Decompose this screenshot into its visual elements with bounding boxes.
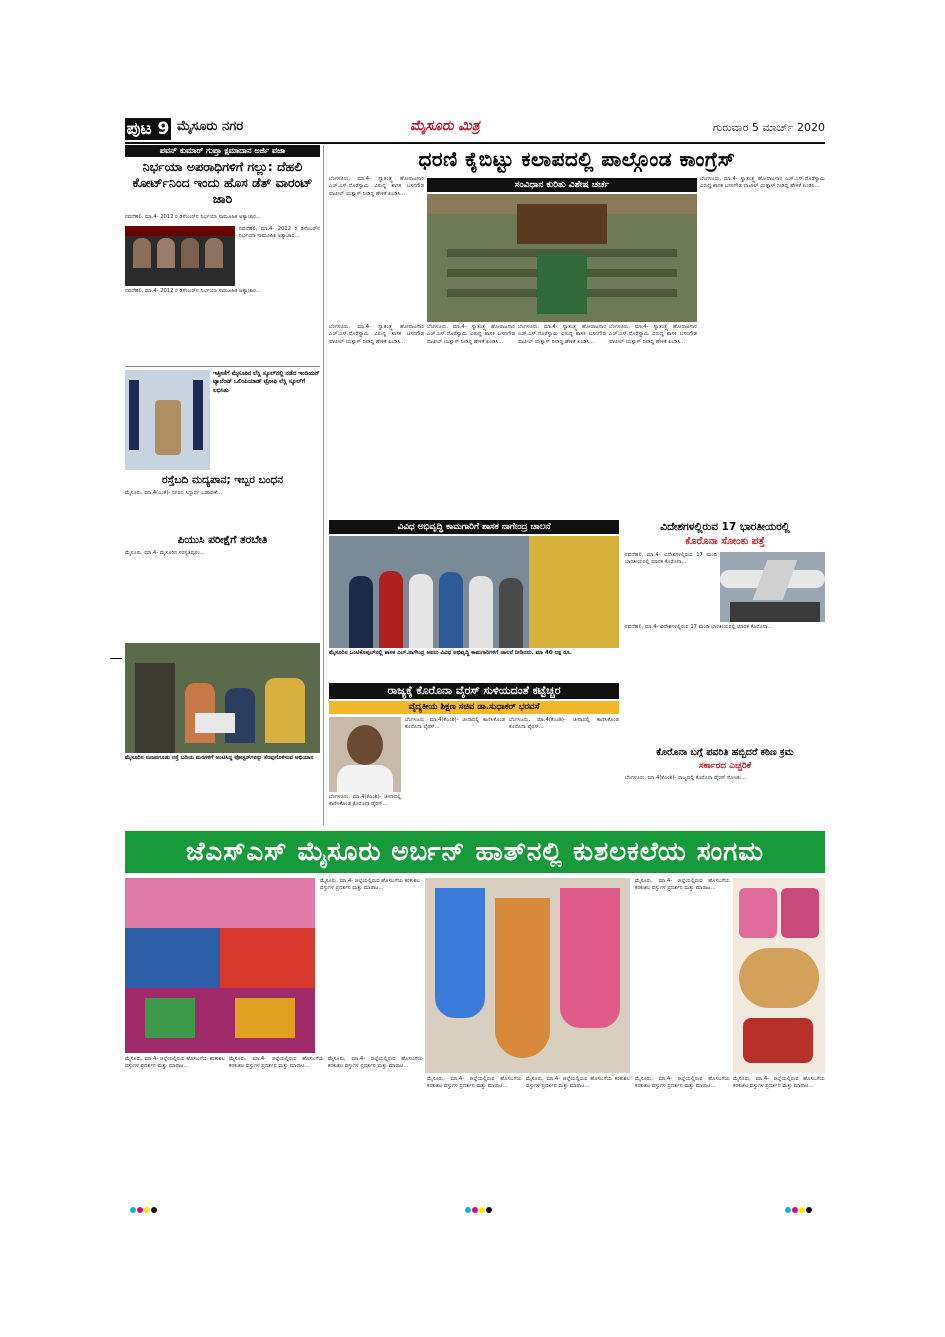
lead-kicker: ಸಂವಿಧಾನ ಕುರಿತು ವಿಶೇಷ ಚರ್ಚೆ: [427, 178, 697, 192]
indians-body-2: ನವದೆಹಲಿ, ಮಾ.4- ವಿದೇಶಗಳಲ್ಲಿರುವ 17 ಮಂದಿ ಭಾರತೀಯರಲ್ಲಿ ಮಾರಕ ಕೊರೊನಾ...: [625, 624, 773, 630]
assembly-photo: [427, 194, 697, 322]
nirbhaya-body-2: ನವದೆಹಲಿ, ಮಾ.4- 2012 ರ ಡಿಸೆಂಬರ್‌ನ ನಿರ್ಭಯಾ ಸಾಮೂಹಿಕ ಅತ್ಯಾಚಾರ...: [125, 288, 261, 294]
lead-body-1: ಬೆಂಗಳೂರು, ಮಾ.4- ಸ್ವಾತಂತ್ರ್ಯ ಹೋರಾಟಗಾರ ಎಚ್.ಎಸ್.ದೊರೆಸ್ವಾಮಿ ವಿರುದ್ಧ ಶಾಸಕ ಬಸನಗೌಡ ಪಾಟೀಲ್ ಯತ್ನಾಳ್ ನೀಡಿದ್ದ ಹೇಳಿಕೆ ಖಂಡಿಸಿ...: [329, 176, 424, 197]
works-photo: [329, 536, 619, 648]
lead-body-6: ಬೆಂಗಳೂರು, ಮಾ.4- ಸ್ವಾತಂತ್ರ್ಯ ಹೋರಾಟಗಾರ ಎಚ್.ಎಸ್.ದೊರೆಸ್ವಾಮಿ ವಿರುದ್ಧ ಶಾಸಕ ಬಸನಗೌಡ ಪಾಟೀಲ್ ಯತ್ನಾಳ್ ನೀಡಿದ್ದ ಹೇಳಿಕೆ ಖಂಡಿಸಿ...: [609, 324, 697, 345]
festival-subhead: ಸರ್ಕಾರದ ಎಚ್ಚರಿಕೆ: [698, 761, 752, 771]
award-caption: ಇತ್ತೀಚೆಗೆ ಮೈಸೂರಿನ ಲೆಸ್ಲಿ ಸ್ಕೂಲ್‌ನಲ್ಲಿ ನಡೆದ ಇಂಡಿಯನ್ ಟ್ಯಾಲೆಂಟ್ ಒಲಿಂಪಿಯಾಡ್ ಟ್ರೋಫಿ ಲೆಸ್ಲಿ ಸ್ಕೂಲ್‌ಗೆ ಲಭಿಸಿತು: [213, 371, 320, 394]
nirbhaya-dateline: ನವದೆಹಲಿ, ಮಾ.4- 2012 ರ ಡಿಸೆಂಬರ್‌ನ ನಿರ್ಭಯಾ ಸಾಮೂಹಿಕ ಅತ್ಯಾಚಾರ...: [125, 214, 261, 220]
masthead: ಮೈಸೂರು ಮಿತ್ರ: [410, 118, 480, 134]
crafts-body-4: ಮೈಸೂರು, ಮಾ.4- ಜಿಲ್ಲೆಯಲ್ಲಿರುವ ಹೊಸಬಗೆಯ ಕರಕುಶಲ ವಸ್ತುಗಳ ಪ್ರದರ್ಶನ ಮತ್ತು ಮಾರಾಟ...: [229, 1056, 324, 1070]
crafts-body-3: ಮೈಸೂರು, ಮಾ.4- ಜಿಲ್ಲೆಯಲ್ಲಿರುವ ಹೊಸಬಗೆಯ ಕರಕುಶಲ ವಸ್ತುಗಳ ಪ್ರದರ್ಶನ ಮತ್ತು ಮಾರಾಟ...: [125, 1056, 225, 1070]
poster-removal-caption: ಮೈಸೂರಿನ ನಂಜನಗೂಡು ರಸ್ತೆ ಬದಿಯ ಮರಗಳಿಗೆ ಅಂಟಿಸಿದ್ದ ಪೋಸ್ಟರ್‌ಗಳನ್ನು ತೆರವುಗೊಳಿಸುವ ಅಭಿಯಾನ: [125, 755, 314, 761]
works-caption: ಮೈಸೂರಿನ ಒಂಟಿಕೊಪ್ಪಲ್‌ನಲ್ಲಿ ಶಾಸಕ ಎಲ್.ನಾಗೇಂದ್ರ ಅವರು ವಿವಿಧ ಅಭಿವೃದ್ಧಿ ಕಾಮಗಾರಿಗಳಿಗೆ ಚಾಲನೆ ನೀಡಿದರು. ಮಾ 40 ಲಕ್ಷ ರೂ.: [329, 650, 572, 656]
indians-headline: ವಿದೇಶಗಳಲ್ಲಿರುವ 17 ಭಾರತೀಯರಲ್ಲಿ: [660, 521, 790, 533]
section-title: ಮೈಸೂರು ನಗರ: [177, 119, 244, 134]
page-number: ಪುಟ 9: [126, 119, 170, 139]
arrest-body: ಮೈಸೂರು, ಮಾ.4(ಎಂಕೆ)- ನಗರದ ಸಿದ್ದಾರ್ಥ ಬಡಾವಣೆ...: [125, 490, 223, 496]
lead-headline: ಧರಣಿ ಕೈಬಿಟ್ಟು ಕಲಾಪದಲ್ಲಿ ಪಾಲ್ಗೊಂಡ ಕಾಂಗ್ರೆಸ್: [418, 147, 736, 171]
minister-photo: [329, 717, 401, 792]
baskets-photo: [733, 878, 825, 1073]
arrest-headline: ರಸ್ತೆಬದಿ ಮದ್ಯಪಾನ; ಇಬ್ಬರ ಬಂಧನ: [161, 474, 284, 486]
award-photo: [125, 370, 210, 470]
airplane-photo: [720, 552, 825, 622]
crafts-body-7: ಮೈಸೂರು, ಮಾ.4- ಜಿಲ್ಲೆಯಲ್ಲಿರುವ ಹೊಸಬಗೆಯ ಕರಕುಶಲ ವಸ್ತುಗಳ ಪ್ರದರ್ಶನ ಮತ್ತು ಮಾರಾಟ...: [526, 1076, 630, 1090]
newspaper-page: [125, 118, 825, 1208]
works-headline: ವಿವಿಧ ಅಭಿವೃದ್ಧಿ ಕಾಮಗಾರಿಗೆ ಶಾಸಕ ನಾಗೇಂದ್ರ ಚಾಲನೆ: [329, 520, 619, 534]
training-body: ಮೈಸೂರು, ಮಾ.4- ಮೈಸೂರಿನ ಸರಸ್ವತಿಪುರಂ...: [125, 550, 205, 556]
issue-date: ಗುರುವಾರ 5 ಮಾರ್ಚ್ 2020: [712, 121, 825, 134]
crafts-body-6: ಮೈಸೂರು, ಮಾ.4- ಜಿಲ್ಲೆಯಲ್ಲಿರುವ ಹೊಸಬಗೆಯ ಕರಕುಶಲ ವಸ್ತುಗಳ ಪ್ರದರ್ಶನ ಮತ್ತು ಮಾರಾಟ...: [427, 1076, 522, 1090]
nirbhaya-body-1: ನವದೆಹಲಿ, ಮಾ.4- 2012 ರ ಡಿಸೆಂಬರ್‌ನ ನಿರ್ಭಯಾ ಸಾಮೂಹಿಕ ಅತ್ಯಾಚಾರ...: [239, 226, 320, 240]
minister-headline: ರಾಜ್ಯಕ್ಕೆ ಕೊರೊನಾ ವೈರಸ್ ಸುಳಿಯದಂತೆ ಕಟ್ಟೆಚ್ಚರ: [329, 683, 619, 699]
minister-body-3: ಬೆಂಗಳೂರು, ಮಾ.4(ಕೆಎಂಶಿ)- ಚೀನಾದಲ್ಲಿ ಕಾಣಿಸಿಕೊಂಡ ಕೊರೊನಾ ವೈರಸ್...: [329, 794, 401, 808]
crafts-body-8: ಮೈಸೂರು, ಮಾ.4- ಜಿಲ್ಲೆಯಲ್ಲಿರುವ ಹೊಸಬಗೆಯ ಕರಕುಶಲ ವಸ್ತುಗಳ ಪ್ರದರ್ಶನ ಮತ್ತು ಮಾರಾಟ...: [635, 1076, 730, 1090]
crafts-body-2: ಮೈಸೂರು, ಮಾ.4- ಜಿಲ್ಲೆಯಲ್ಲಿರುವ ಹೊಸಬಗೆಯ ಕರಕುಶಲ ವಸ್ತುಗಳ ಪ್ರದರ್ಶನ ಮತ್ತು ಮಾರಾಟ...: [635, 878, 730, 892]
nirbhaya-convicts-photo: [125, 226, 235, 286]
lead-body-2: ಬೆಂಗಳೂರು, ಮಾ.4- ಸ್ವಾತಂತ್ರ್ಯ ಹೋರಾಟಗಾರ ಎಚ್.ಎಸ್.ದೊರೆಸ್ವಾಮಿ ವಿರುದ್ಧ ಶಾಸಕ ಬಸನಗೌಡ ಪಾಟೀಲ್ ಯತ್ನಾಳ್ ನೀಡಿದ್ದ ಹೇಳಿಕೆ ಖಂಡಿಸಿ...: [700, 176, 825, 190]
nirbhaya-kicker: ಪವನ್ ಕುಮಾರ್ ಗುಪ್ತಾ ಕ್ಷಮಾದಾನ ಅರ್ಜಿ ವಜಾ: [125, 145, 320, 157]
crafts-body-9: ಮೈಸೂರು, ಮಾ.4- ಜಿಲ್ಲೆಯಲ್ಲಿರುವ ಹೊಸಬಗೆಯ ಕರಕುಶಲ ವಸ್ತುಗಳ ಪ್ರದರ್ಶನ ಮತ್ತು ಮಾರಾಟ...: [733, 1076, 825, 1090]
registration-marks: [465, 1198, 493, 1217]
poster-removal-photo: [125, 643, 320, 753]
crafts-banner-headline: ಜೆಎಸ್‌ಎಸ್ ಮೈಸೂರು ಅರ್ಬನ್ ಹಾತ್‌ನಲ್ಲಿ ಕುಶಲಕಲೆಯ ಸಂಗಮ: [125, 831, 825, 873]
registration-marks: [130, 1198, 158, 1217]
macrame-photo: [425, 878, 630, 1073]
crafts-body-1: ಮೈಸೂರು, ಮಾ.4- ಜಿಲ್ಲೆಯಲ್ಲಿರುವ ಹೊಸಬಗೆಯ ಕರಕುಶಲ ವಸ್ತುಗಳ ಪ್ರದರ್ಶನ ಮತ್ತು ಮಾರಾಟ...: [320, 878, 420, 892]
minister-body-1: ಬೆಂಗಳೂರು, ಮಾ.4(ಕೆಎಂಶಿ)- ಚೀನಾದಲ್ಲಿ ಕಾಣಿಸಿಕೊಂಡ ಕೊರೊನಾ ವೈರಸ್...: [405, 717, 505, 731]
column-rule: [323, 145, 324, 825]
minister-subhead: ವೈದ್ಯಕೀಯ ಶಿಕ್ಷಣ ಸಚಿವ ಡಾ.ಸುಧಾಕರ್ ಭರವಸೆ: [329, 701, 619, 714]
lead-body-5: ಬೆಂಗಳೂರು, ಮಾ.4- ಸ್ವಾತಂತ್ರ್ಯ ಹೋರಾಟಗಾರ ಎಚ್.ಎಸ್.ದೊರೆಸ್ವಾಮಿ ವಿರುದ್ಧ ಶಾಸಕ ಬಸನಗೌಡ ಪಾಟೀಲ್ ಯತ್ನಾಳ್ ನೀಡಿದ್ದ ಹೇಳಿಕೆ ಖಂಡಿಸಿ...: [518, 324, 606, 345]
minister-body-2: ಬೆಂಗಳೂರು, ಮಾ.4(ಕೆಎಂಶಿ)- ಚೀನಾದಲ್ಲಿ ಕಾಣಿಸಿಕೊಂಡ ಕೊರೊನಾ ವೈರಸ್...: [509, 717, 619, 731]
registration-marks: [785, 1198, 813, 1217]
lead-body-3: ಬೆಂಗಳೂರು, ಮಾ.4- ಸ್ವಾತಂತ್ರ್ಯ ಹೋರಾಟಗಾರ ಎಚ್.ಎಸ್.ದೊರೆಸ್ವಾಮಿ ವಿರುದ್ಧ ಶಾಸಕ ಬಸನಗೌಡ ಪಾಟೀಲ್ ಯತ್ನಾಳ್ ನೀಡಿದ್ದ ಹೇಳಿಕೆ ಖಂಡಿಸಿ...: [329, 324, 424, 345]
crafts-body-5: ಮೈಸೂರು, ಮಾ.4- ಜಿಲ್ಲೆಯಲ್ಲಿರುವ ಹೊಸಬಗೆಯ ಕರಕುಶಲ ವಸ್ತುಗಳ ಪ್ರದರ್ಶನ ಮತ್ತು ಮಾರಾಟ...: [328, 1056, 423, 1070]
crop-mark: [110, 658, 122, 659]
festival-headline: ಕೊರೊನಾ ಬಗ್ಗೆ ಪವರಿತಿ ಹಬ್ಬಿದರೆ ಕಠಿಣ ಕ್ರಮ: [656, 747, 794, 758]
indians-subhead: ಕೊರೊನಾ ಸೋಂಕು ಪತ್ತೆ: [685, 536, 765, 547]
festival-body: ಬೆಂಗಳೂರು, ಮಾ.4(ಕೆಎಂಶಿ)- ರಾಜ್ಯದಲ್ಲಿ ಕೊರೊನಾ ವೈರಸ್ ಸೋಂಕು...: [625, 775, 747, 781]
training-headline: ಪಿಯುಸಿ ಪರೀಕ್ಷೆಗೆ ತರಬೇತಿ: [177, 534, 268, 546]
bags-photo: [125, 878, 315, 1053]
divider: [125, 366, 320, 367]
indians-body-1: ನವದೆಹಲಿ, ಮಾ.4- ವಿದೇಶಗಳಲ್ಲಿರುವ 17 ಮಂದಿ ಭಾರತೀಯರಲ್ಲಿ ಮಾರಕ ಕೊರೊನಾ...: [625, 552, 717, 566]
nirbhaya-headline: ನಿರ್ಭಯಾ ಅಪರಾಧಿಗಳಿಗೆ ಗಲ್ಲು: ದೆಹಲಿ ಕೋರ್ಟ್‌ನಿಂದ ಇಂದು ಹೊಸ ಡೆತ್ ವಾರಂಟ್ ಜಾರಿ: [132, 159, 313, 206]
lead-body-4: ಬೆಂಗಳೂರು, ಮಾ.4- ಸ್ವಾತಂತ್ರ್ಯ ಹೋರಾಟಗಾರ ಎಚ್.ಎಸ್.ದೊರೆಸ್ವಾಮಿ ವಿರುದ್ಧ ಶಾಸಕ ಬಸನಗೌಡ ಪಾಟೀಲ್ ಯತ್ನಾಳ್ ನೀಡಿದ್ದ ಹೇಳಿಕೆ ಖಂಡಿಸಿ...: [427, 324, 515, 345]
